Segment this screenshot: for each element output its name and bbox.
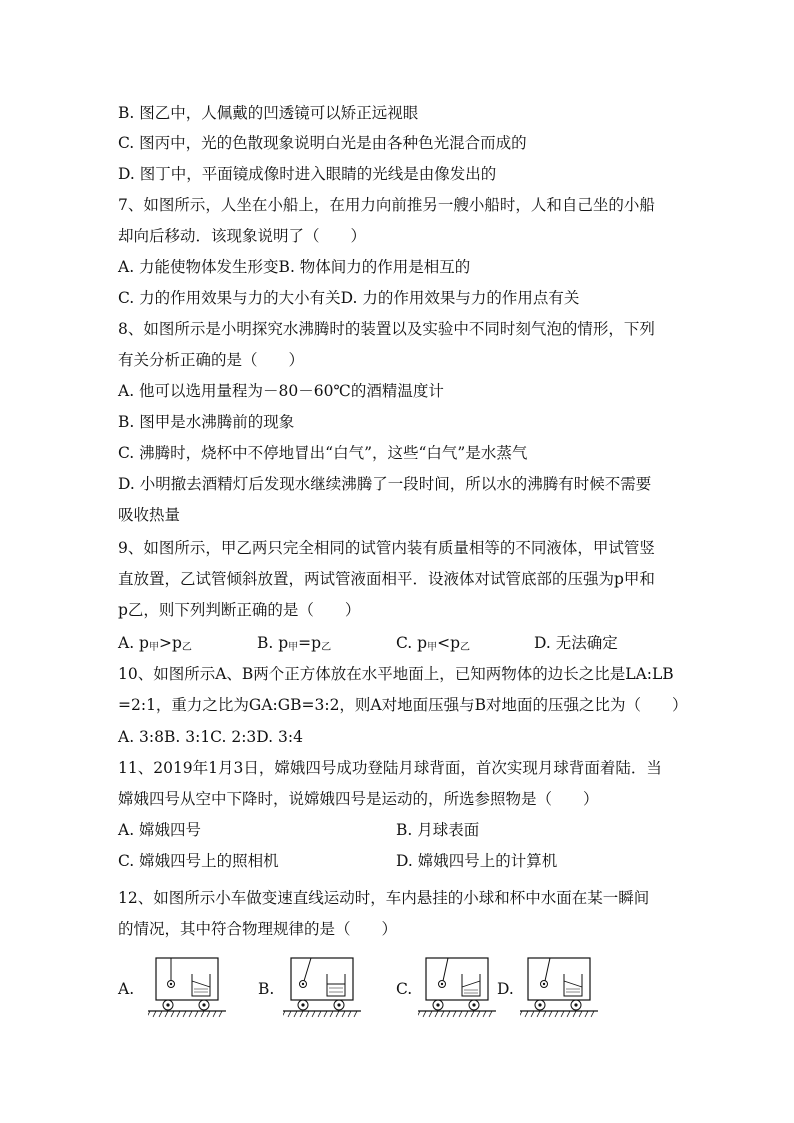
q12-label-b: B. — [258, 980, 275, 998]
q12-figure-c — [418, 952, 498, 1022]
q6-option-d: D. 图丁中，平面镜成像时进入眼睛的光线是由像发出的 — [118, 165, 497, 183]
q11-option-a: A. 嫦娥四号 — [118, 821, 202, 839]
q10-options: A. 3:8B. 3:1C. 2:3D. 3:4 — [118, 728, 303, 746]
q11-option-c: C. 嫦娥四号上的照相机 — [118, 852, 279, 870]
q8-option-a: A. 他可以选用量程为－80－60℃的酒精温度计 — [118, 382, 444, 400]
q8-stem-line2: 有关分析正确的是（ ） — [118, 351, 305, 369]
q7-stem-line2: 却向后移动．该现象说明了（ ） — [118, 227, 367, 245]
q12-figure-a — [148, 952, 228, 1022]
q8-stem-line1: 8、如图所示是小明探究水沸腾时的装置以及实验中不同时刻气泡的情形，下列 — [118, 320, 655, 338]
q6-option-b: B. 图乙中，人佩戴的凹透镜可以矫正远视眼 — [118, 104, 419, 122]
q12-label-c: C. — [396, 980, 413, 998]
q9-stem-line1: 9、如图所示，甲乙两只完全相同的试管内装有质量相等的不同液体，甲试管竖 — [118, 539, 655, 557]
q9-option-a: A. $p_甲>p_乙$ — [118, 634, 192, 653]
q8-option-d-line1: D. 小明撤去酒精灯后发现水继续沸腾了一段时间，所以水的沸腾有时候不需要 — [118, 475, 652, 493]
q12-label-d: D. — [497, 980, 514, 998]
q8-option-d-line2: 吸收热量 — [118, 506, 181, 524]
q7-options-ab: A. 力能使物体发生形变B. 物体间力的作用是相互的 — [118, 258, 471, 276]
q9-option-b: B. $p_甲=p_乙$ — [257, 634, 332, 653]
q7-options-cd: C. 力的作用效果与力的大小有关D. 力的作用效果与力的作用点有关 — [118, 289, 580, 307]
q12-figure-b — [283, 952, 363, 1022]
q10-stem-line1: 10、如图所示A、B两个正方体放在水平地面上，已知两物体的边长之比是LA:LB — [118, 665, 674, 683]
q12-figure-d — [520, 952, 600, 1022]
q12-stem-line2: 的情况，其中符合物理规律的是（ ） — [118, 920, 398, 938]
q8-option-b: B. 图甲是水沸腾前的现象 — [118, 413, 295, 431]
q9-stem-line2: 直放置，乙试管倾斜放置，两试管液面相平．设液体对试管底部的压强为p甲和 — [118, 570, 655, 588]
q8-option-c: C. 沸腾时，烧杯中不停地冒出“白气”，这些“白气”是水蒸气 — [118, 444, 528, 462]
q11-option-d: D. 嫦娥四号上的计算机 — [396, 852, 558, 870]
q12-label-a: A. — [118, 980, 135, 998]
q7-stem-line1: 7、如图所示，人坐在小船上，在用力向前推另一艘小船时，人和自己坐的小船 — [118, 196, 655, 214]
q11-stem-line1: 11、2019年1月3日，嫦娥四号成功登陆月球背面，首次实现月球背面着陆．当 — [118, 759, 662, 777]
q9-option-c: C. $p_甲<p_乙$ — [396, 634, 471, 653]
q11-option-b: B. 月球表面 — [396, 821, 480, 839]
q12-stem-line1: 12、如图所示小车做变速直线运动时，车内悬挂的小球和杯中水面在某一瞬间 — [118, 889, 650, 907]
q10-stem-line2: =2:1，重力之比为GA:GB=3:2，则A对地面压强与B对地面的压强之比为（ ） — [118, 696, 688, 714]
q11-stem-line2: 嫦娥四号从空中下降时，说嫦娥四号是运动的，所选参照物是（ ） — [118, 790, 599, 808]
q6-option-c: C. 图丙中，光的色散现象说明白光是由各种色光混合而成的 — [118, 134, 527, 152]
q9-stem-line3: p乙，则下列判断正确的是（ ） — [118, 601, 361, 619]
q9-option-d: D. 无法确定 — [534, 634, 618, 652]
